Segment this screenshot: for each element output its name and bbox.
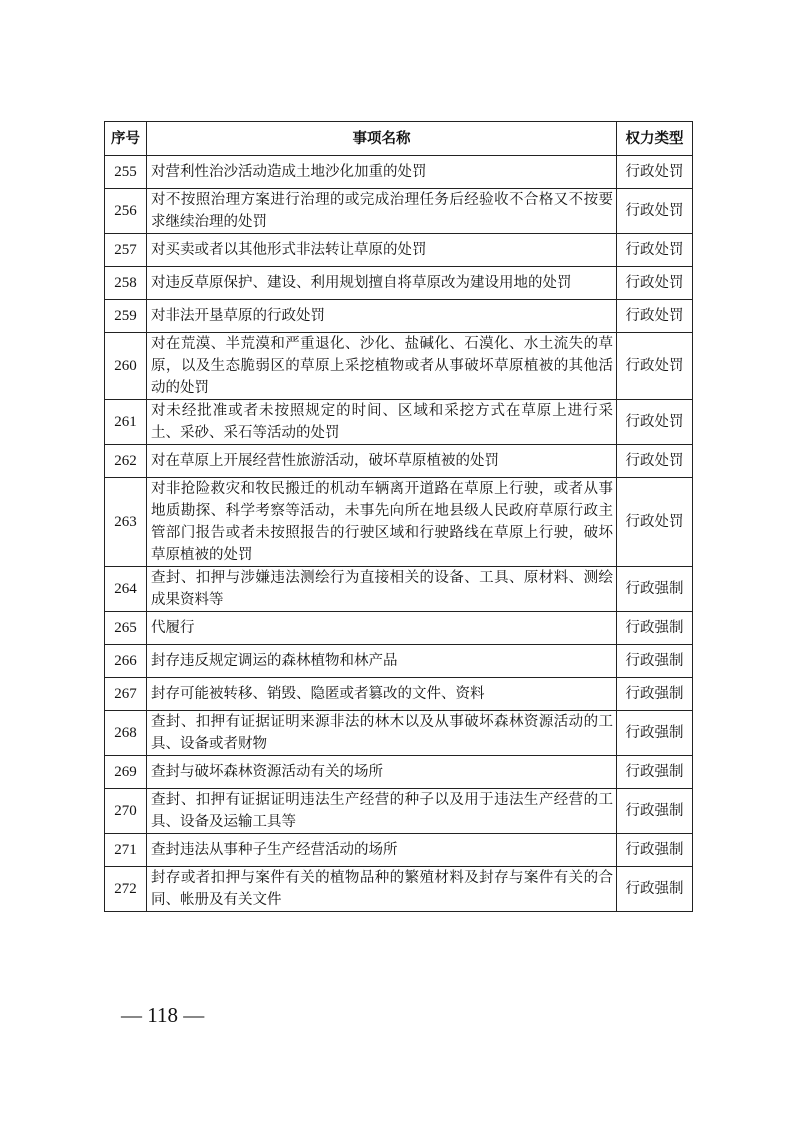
row-seq: 268 — [105, 711, 147, 756]
header-seq: 序号 — [105, 122, 147, 156]
table-row — [105, 300, 693, 333]
table-row — [105, 478, 693, 567]
row-name: 查封与破坏森林资源活动有关的场所 — [147, 756, 617, 789]
row-name: 查封、扣押有证据证明违法生产经营的种子以及用于违法生产经营的工具、设备及运输工具等 — [147, 789, 617, 834]
row-name: 代履行 — [147, 612, 617, 645]
row-seq: 271 — [105, 834, 147, 867]
row-name: 封存违反规定调运的森林植物和林产品 — [147, 645, 617, 678]
row-name: 对未经批准或者未按照规定的时间、区域和采挖方式在草原上进行采土、采砂、采石等活动的处罚 — [147, 400, 617, 445]
table-row — [105, 267, 693, 300]
table-row — [105, 756, 693, 789]
row-type: 行政处罚 — [617, 189, 693, 234]
row-name: 对在荒漠、半荒漠和严重退化、沙化、盐碱化、石漠化、水土流失的草原，以及生态脆弱区的草原上采挖植物或者从事破坏草原植被的其他活动的处罚 — [147, 333, 617, 400]
row-type: 行政强制 — [617, 645, 693, 678]
row-name: 对非抢险救灾和牧民搬迁的机动车辆离开道路在草原上行驶，或者从事地质勘探、科学考察等活动，未事先向所在地县级人民政府草原行政主管部门报告或者未按照报告的行驶区域和行驶路线在草原上行驶，破坏草原植被的处罚 — [147, 478, 617, 567]
row-seq: 259 — [105, 300, 147, 333]
row-seq: 264 — [105, 567, 147, 612]
row-type: 行政处罚 — [617, 478, 693, 567]
table-row — [105, 678, 693, 711]
header-type: 权力类型 — [617, 122, 693, 156]
table-body — [105, 156, 693, 912]
row-seq: 255 — [105, 156, 147, 189]
row-seq: 269 — [105, 756, 147, 789]
table-row — [105, 156, 693, 189]
table-row — [105, 711, 693, 756]
row-name: 封存可能被转移、销毁、隐匿或者篡改的文件、资料 — [147, 678, 617, 711]
row-type: 行政强制 — [617, 612, 693, 645]
row-seq: 266 — [105, 645, 147, 678]
row-seq: 260 — [105, 333, 147, 400]
table-row — [105, 445, 693, 478]
row-name: 对违反草原保护、建设、利用规划擅自将草原改为建设用地的处罚 — [147, 267, 617, 300]
row-name: 封存或者扣押与案件有关的植物品种的繁殖材料及封存与案件有关的合同、帐册及有关文件 — [147, 867, 617, 912]
row-name: 对买卖或者以其他形式非法转让草原的处罚 — [147, 234, 617, 267]
row-seq: 257 — [105, 234, 147, 267]
header-name: 事项名称 — [147, 122, 617, 156]
table-row — [105, 189, 693, 234]
row-type: 行政强制 — [617, 711, 693, 756]
table-row — [105, 867, 693, 912]
row-seq: 265 — [105, 612, 147, 645]
row-type: 行政强制 — [617, 756, 693, 789]
page-number: — 118 — — [121, 1003, 205, 1027]
row-name: 对不按照治理方案进行治理的或完成治理任务后经验收不合格又不按要求继续治理的处罚 — [147, 189, 617, 234]
row-type: 行政处罚 — [617, 445, 693, 478]
table-header-row — [105, 122, 693, 156]
table-row — [105, 612, 693, 645]
row-name: 查封、扣押与涉嫌违法测绘行为直接相关的设备、工具、原材料、测绘成果资料等 — [147, 567, 617, 612]
row-name: 查封、扣押有证据证明来源非法的林木以及从事破坏森林资源活动的工具、设备或者财物 — [147, 711, 617, 756]
table-row — [105, 645, 693, 678]
row-type: 行政处罚 — [617, 400, 693, 445]
row-type: 行政强制 — [617, 567, 693, 612]
row-type: 行政处罚 — [617, 234, 693, 267]
row-type: 行政处罚 — [617, 156, 693, 189]
row-seq: 272 — [105, 867, 147, 912]
row-seq: 263 — [105, 478, 147, 567]
row-type: 行政处罚 — [617, 300, 693, 333]
row-name: 对在草原上开展经营性旅游活动，破坏草原植被的处罚 — [147, 445, 617, 478]
row-type: 行政强制 — [617, 789, 693, 834]
row-type: 行政强制 — [617, 834, 693, 867]
table-row — [105, 567, 693, 612]
row-seq: 258 — [105, 267, 147, 300]
row-seq: 262 — [105, 445, 147, 478]
items-table — [104, 121, 693, 912]
row-type: 行政处罚 — [617, 267, 693, 300]
row-type: 行政处罚 — [617, 333, 693, 400]
table-row — [105, 400, 693, 445]
row-type: 行政强制 — [617, 678, 693, 711]
row-seq: 261 — [105, 400, 147, 445]
table-row — [105, 789, 693, 834]
row-name: 对营利性治沙活动造成土地沙化加重的处罚 — [147, 156, 617, 189]
table-row — [105, 834, 693, 867]
row-name: 对非法开垦草原的行政处罚 — [147, 300, 617, 333]
row-seq: 267 — [105, 678, 147, 711]
table-row — [105, 333, 693, 400]
row-name: 查封违法从事种子生产经营活动的场所 — [147, 834, 617, 867]
row-seq: 256 — [105, 189, 147, 234]
row-seq: 270 — [105, 789, 147, 834]
table-row — [105, 234, 693, 267]
row-type: 行政强制 — [617, 867, 693, 912]
